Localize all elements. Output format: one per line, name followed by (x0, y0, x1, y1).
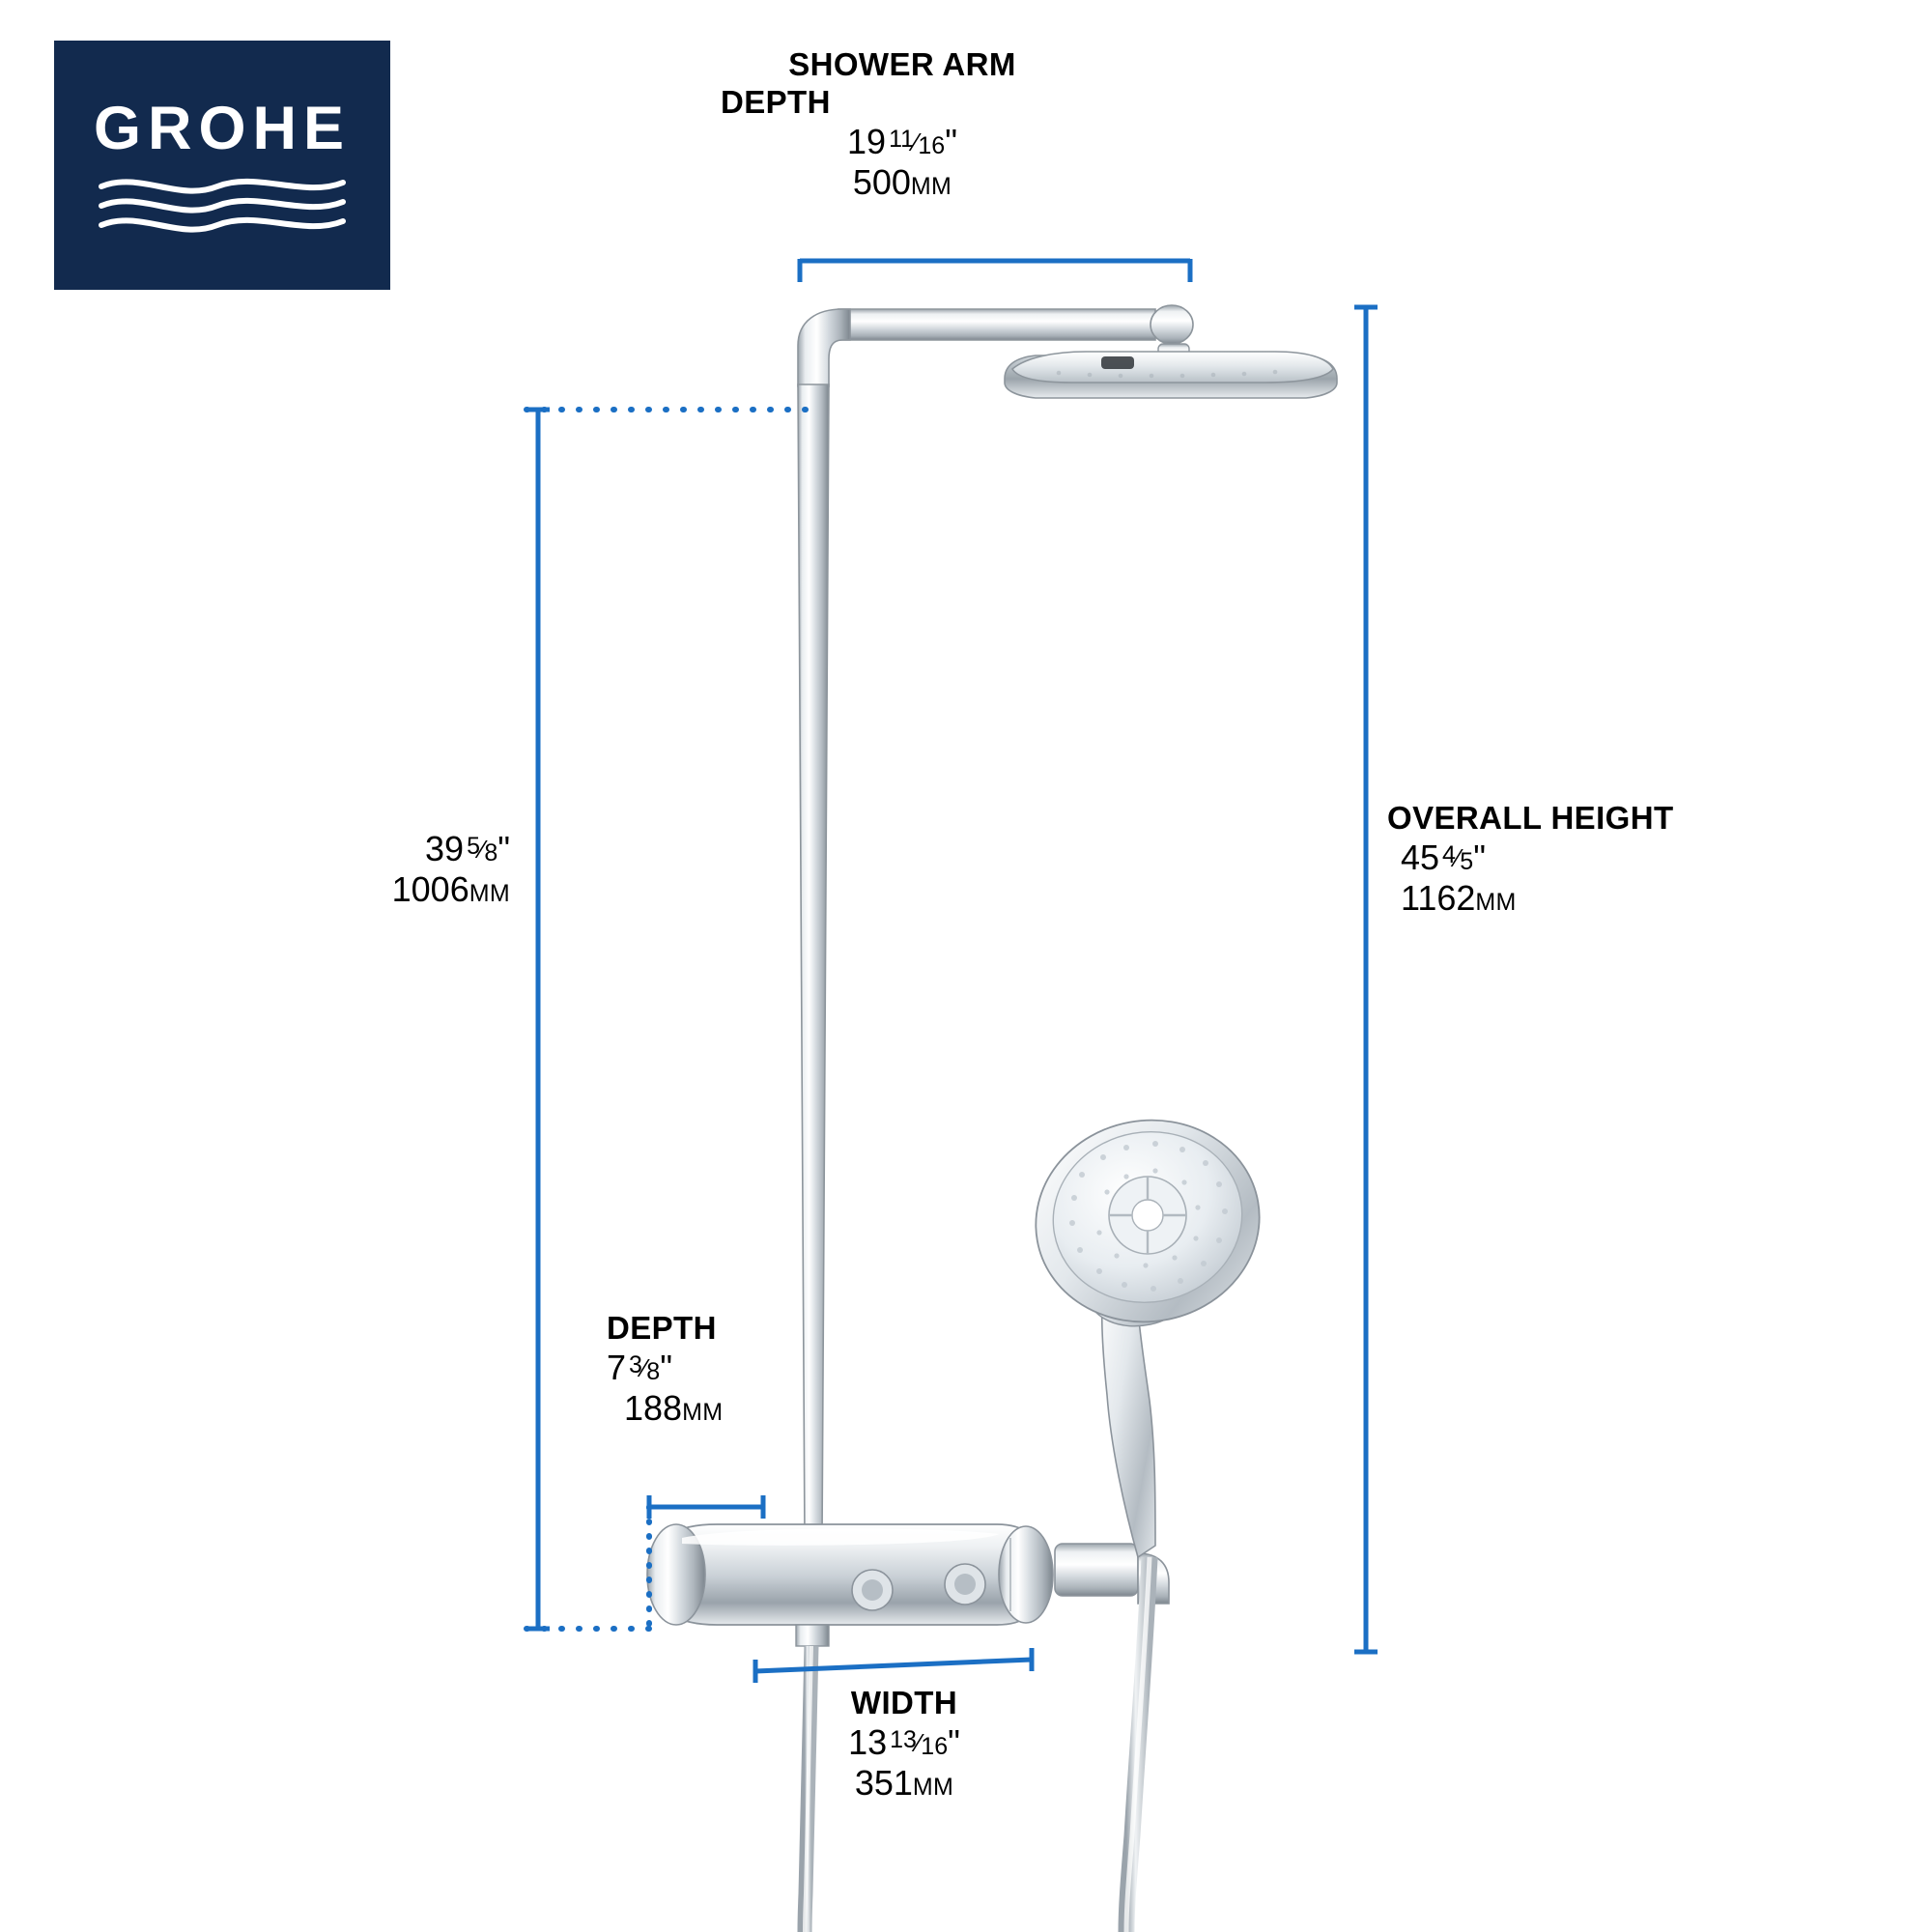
label-depth (607, 1310, 916, 1430)
brand-name: GROHE (93, 94, 352, 162)
wave-icon (98, 173, 347, 233)
head-shower (1005, 352, 1337, 398)
overall-height-caption: OVERALL HEIGHT (1387, 800, 1674, 836)
shower-arm-depth-inches: 19 11⁄16" (847, 121, 957, 161)
shower-arm-depth-caption-2: DEPTH (721, 83, 831, 120)
grohe-logo (54, 41, 390, 290)
shower-arm-depth-caption-1: SHOWER ARM (788, 46, 1016, 82)
overall-height-inches: 45 4⁄5" (1401, 837, 1486, 877)
width-caption: WIDTH (850, 1685, 958, 1720)
label-height-to-arm (242, 829, 510, 911)
dimline-height-to-arm (526, 410, 550, 1629)
depth-caption: DEPTH (607, 1310, 717, 1346)
hand-shower (1020, 1102, 1276, 1557)
hose-outlet-elbow (1055, 1544, 1169, 1604)
dimline-depth (649, 1495, 763, 1633)
height-to-arm-inches: 39 5⁄8" (425, 829, 510, 868)
width-inches: 13 13⁄16" (848, 1721, 960, 1762)
label-overall-height (1387, 800, 1889, 920)
dimline-shower-arm-depth (800, 259, 1190, 282)
thermostatic-mixer-bar (647, 1524, 1053, 1646)
overall-height-mm: 1162MM (1401, 878, 1517, 919)
shower-arm-depth-mm: 500MM (852, 162, 952, 203)
label-shower-arm-depth (699, 46, 1105, 204)
shower-arm (796, 305, 1193, 386)
dimline-overall-height (1354, 307, 1378, 1652)
width-mm: 351MM (854, 1763, 954, 1804)
label-width (740, 1685, 1068, 1804)
depth-mm: 188MM (624, 1388, 724, 1429)
dimline-width (755, 1648, 1032, 1683)
depth-inches: 7 3⁄8" (607, 1347, 672, 1387)
height-to-arm-mm: 1006MM (391, 869, 510, 910)
